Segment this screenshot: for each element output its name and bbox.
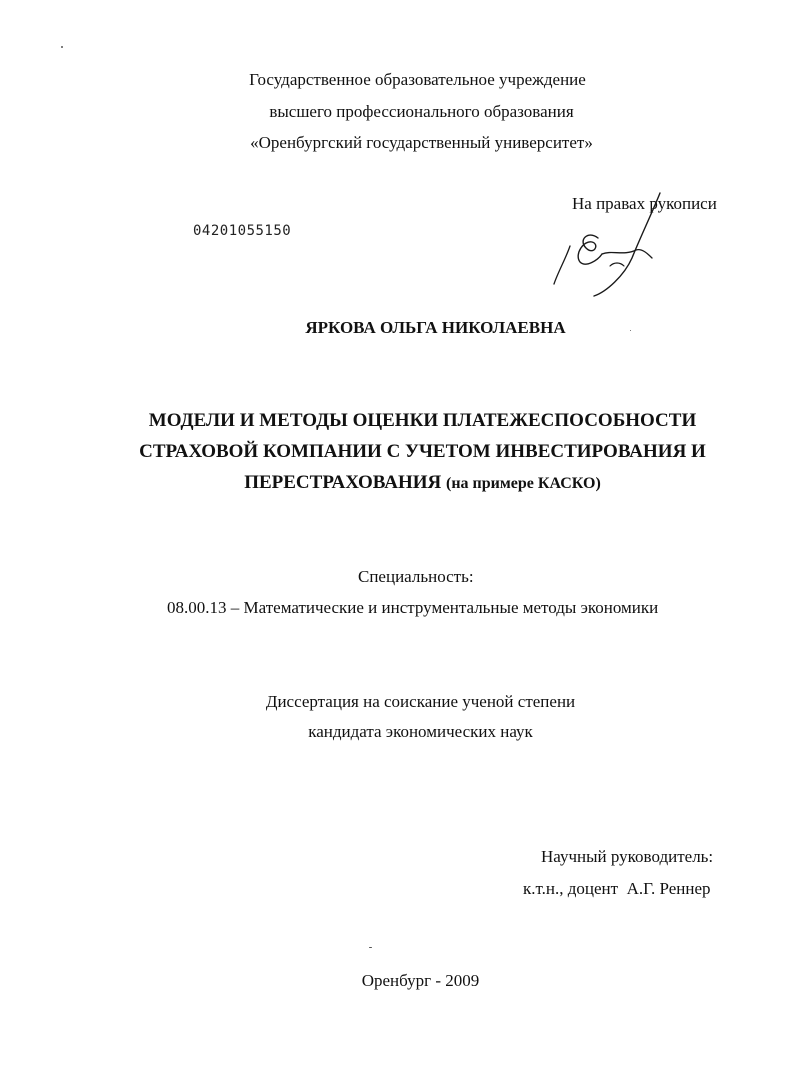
- place-year: Оренбург - 2009: [361, 971, 480, 990]
- supervisor-name: к.т.н., доцент А.Г. Реннер: [523, 879, 711, 898]
- registration-number: 04201055150: [193, 223, 292, 239]
- author-name: ЯРКОВА ОЛЬГА НИКОЛАЕВНА: [305, 318, 566, 337]
- signature-image: [540, 188, 670, 303]
- institution-line-1: Государственное образовательное учреждение: [249, 70, 586, 89]
- title-line-3: [0, 471, 791, 496]
- specialty-value: 08.00.13 – Математические и инструментальные методы экономики: [167, 598, 659, 617]
- institution-line-2: высшего профессионального образования: [269, 102, 574, 121]
- title-line-1: МОДЕЛИ И МЕТОДЫ ОЦЕНКИ ПЛАТЕЖЕСПОСОБНОСТИ: [148, 410, 697, 431]
- degree-line-1: Диссертация на соискание ученой степени: [265, 692, 576, 711]
- title-line-2: СТРАХОВОЙ КОМПАНИИ С УЧЕТОМ ИНВЕСТИРОВАНИЯ И: [139, 441, 706, 462]
- title-line-3-note: (на примере КАСКО): [446, 475, 601, 492]
- specialty-label: Специальность:: [358, 567, 474, 586]
- institution-line-3: «Оренбургский государственный университет»: [250, 133, 593, 152]
- scan-speck: [369, 947, 372, 948]
- manuscript-note: На правах рукописи: [572, 194, 717, 213]
- scan-speck: [61, 46, 63, 48]
- degree-line-2: кандидата экономических наук: [308, 722, 533, 741]
- title-line-3-main: ПЕРЕСТРАХОВАНИЯ: [244, 472, 442, 493]
- supervisor-label: Научный руководитель:: [541, 847, 714, 866]
